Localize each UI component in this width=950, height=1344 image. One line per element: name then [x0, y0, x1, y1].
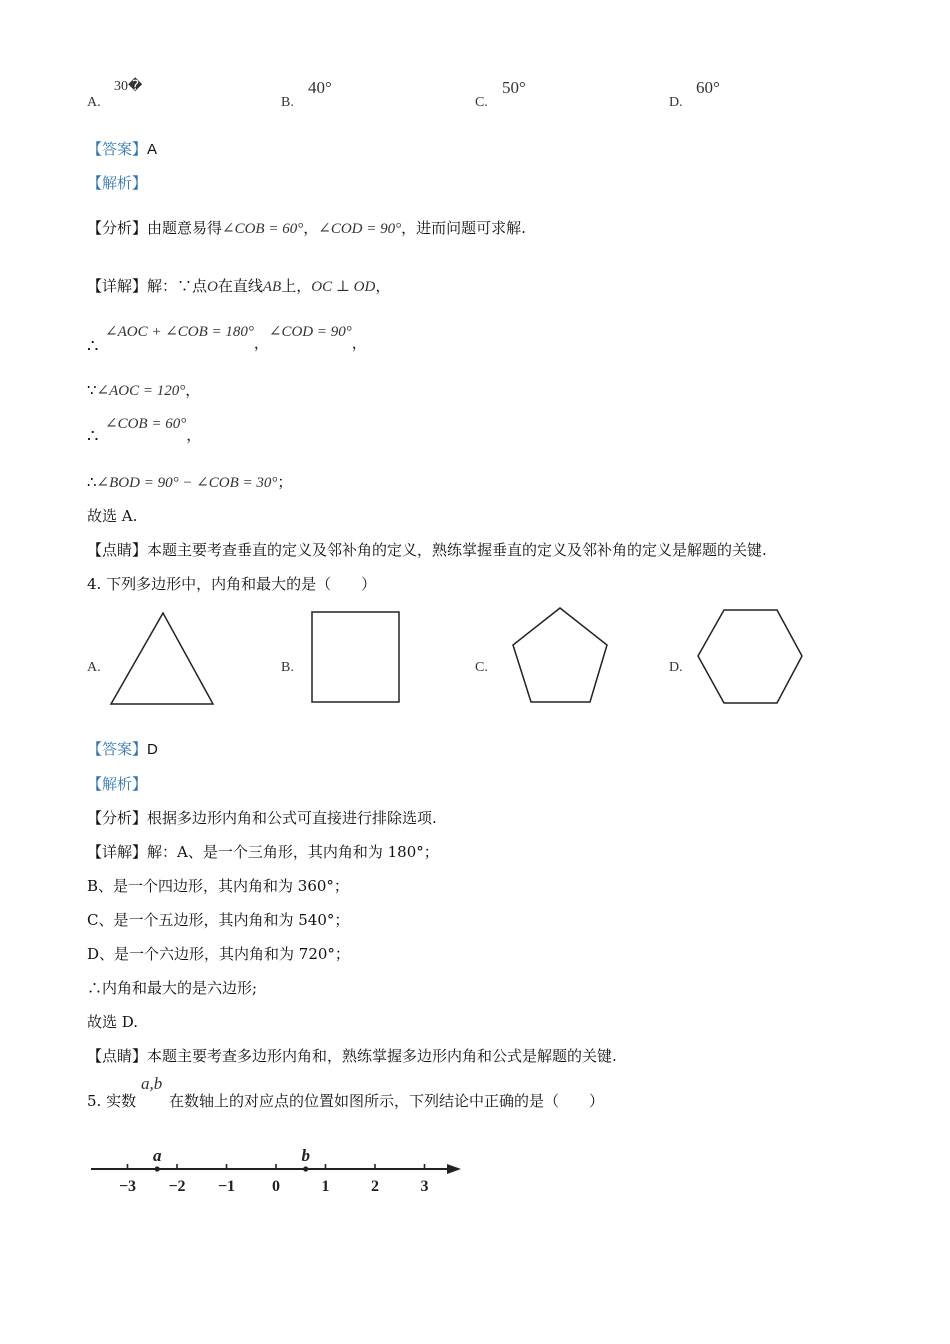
q3-detail-text-d: ， [375, 277, 391, 295]
q4-detail-line-1 [87, 842, 439, 862]
q3-analysis-text-b: ， [303, 219, 319, 237]
q4-option-b-letter: B. [281, 660, 294, 675]
q4-detail-tag: 【详解】 [87, 843, 148, 861]
q4-explain-tag: 【解析】 [87, 775, 148, 793]
q3-analysis-line [87, 218, 526, 239]
q3-step2-symbol: ∵ [87, 381, 97, 399]
q3-detail-math-ab: AB [262, 279, 282, 295]
q3-step4-math: ∠BOD = 90° − ∠COB = 30° [96, 475, 278, 491]
q4-option-d-letter: D. [669, 660, 683, 675]
number-line-tick-label: −1 [217, 1178, 236, 1195]
q4-detail-line-3: C、是一个五边形，其内角和为 540°； [87, 911, 350, 929]
q3-option-b-letter: B. [281, 95, 294, 110]
number-line-tick-label: 0 [272, 1178, 280, 1195]
q3-explain-tag: 【解析】 [87, 174, 148, 192]
number-line-point-label: b [301, 1146, 310, 1165]
q4-analysis-tag: 【分析】 [87, 809, 148, 827]
q3-comment-text: 本题主要考查垂直的定义及邻补角的定义，熟练掌握垂直的定义及邻补角的定义是解题的关键. [147, 541, 767, 559]
q3-option-c-letter: C. [475, 95, 488, 110]
number-line-tick-label: −3 [118, 1178, 137, 1195]
q3-step3-line [105, 413, 202, 444]
q3-answer-tag: 【答案】 [87, 140, 148, 158]
q3-step1-symbol: ∴ [87, 336, 99, 357]
q3-detail-math-perp: OC ⊥ OD [311, 279, 376, 295]
triangle-shape [108, 610, 218, 708]
q3-step1-math-1: ∠AOC + ∠COB = 180° [105, 324, 254, 340]
number-line-point [303, 1166, 308, 1171]
q4-detail-line-2: B、是一个四边形，其内角和为 360°； [87, 877, 349, 895]
q3-analysis-math-1: ∠COB = 60° [222, 221, 304, 237]
q3-step1-end: ， [351, 334, 367, 352]
q4-detail-line-5: ∴内角和最大的是六边形; [87, 979, 258, 997]
q3-detail-math-o: O [207, 279, 218, 295]
q5-stem-b: 在数轴上的对应点的位置如图所示，下列结论中正确的是（ ） [169, 1092, 605, 1110]
q3-analysis-math-2: ∠COD = 90° [318, 221, 402, 237]
q4-stem: 4. 下列多边形中，内角和最大的是（ ） [87, 575, 377, 593]
q3-detail-text-a: 解：∵点 [147, 277, 208, 295]
q3-analysis-tag: 【分析】 [87, 219, 148, 237]
number-line-tick-label: 1 [321, 1178, 330, 1195]
q3-step1-math-2: ∠COD = 90° [268, 324, 352, 340]
q3-step4-symbol: ∴ [87, 473, 97, 491]
number-line-arrow [447, 1164, 461, 1174]
q3-step1-sep: ， [253, 334, 269, 352]
q4-analysis-line [87, 808, 437, 828]
square-shape [308, 608, 403, 706]
q3-option-b-value: 40° [308, 78, 332, 97]
q3-detail-text-b: 在直线 [217, 277, 263, 295]
q4-detail-text-1: 解：A、是一个三角形，其内角和为 180°； [147, 843, 439, 861]
q3-step3-symbol: ∴ [87, 426, 99, 447]
q3-option-a-value: 30� [114, 79, 143, 94]
q4-detail-line-4: D、是一个六边形，其内角和为 720°； [87, 945, 350, 963]
q3-answer-line [87, 139, 157, 160]
q4-answer-value: D [147, 741, 158, 758]
q4-analysis-text: 根据多边形内角和公式可直接进行排除选项. [147, 809, 437, 827]
q4-option-c-letter: C. [475, 660, 488, 675]
q4-comment-text: 本题主要考查多边形内角和，熟练掌握多边形内角和公式是解题的关键. [147, 1047, 617, 1065]
pentagon-shape [508, 604, 613, 706]
q4-comment-tag: 【点睛】 [87, 1047, 148, 1065]
q3-analysis-text-c: ，进而问题可求解. [401, 219, 526, 237]
q4-detail-line-6: 故选 D. [87, 1013, 139, 1031]
q3-step4-line [87, 472, 292, 493]
q3-comment-tag: 【点睛】 [87, 541, 148, 559]
q3-choose: 故选 A. [87, 507, 138, 525]
q3-option-d-value: 60° [696, 78, 720, 97]
number-line-tick-label: 3 [420, 1178, 429, 1195]
q3-detail-tag: 【详解】 [87, 277, 148, 295]
q3-comment-line [87, 540, 767, 560]
number-line-tick-label: −2 [168, 1178, 186, 1195]
number-line-tick-label: 2 [371, 1178, 379, 1195]
q5-stem-math: a,b [141, 1074, 163, 1093]
q3-step4-end: ； [277, 473, 293, 491]
q3-detail-text-c: 上， [281, 277, 312, 295]
q3-step2-math: ∠AOC = 120° [96, 383, 186, 399]
q4-option-a-letter: A. [87, 660, 101, 675]
q3-option-a-letter: A. [87, 95, 101, 110]
number-line-point [155, 1166, 160, 1171]
hexagon-shape [694, 606, 806, 706]
q3-step2-line [87, 380, 200, 401]
q3-option-d-letter: D. [669, 95, 683, 110]
q3-analysis-text-a: 由题意易得 [147, 219, 223, 237]
q4-answer-tag: 【答案】 [87, 740, 148, 758]
q3-step3-math: ∠COB = 60° [105, 416, 187, 432]
number-line-point-label: a [152, 1146, 162, 1165]
number-line [85, 1145, 470, 1200]
q3-option-c-value: 50° [502, 78, 526, 97]
q4-comment-line [87, 1046, 617, 1066]
q5-stem-a: 5. 实数 [87, 1092, 137, 1110]
q4-answer-line [87, 739, 158, 760]
q3-step1-math [105, 321, 367, 352]
q3-step2-end: ， [185, 381, 201, 399]
q3-answer-value: A [147, 141, 158, 158]
q3-step3-end: ， [186, 426, 202, 444]
q3-detail-line [87, 276, 390, 297]
